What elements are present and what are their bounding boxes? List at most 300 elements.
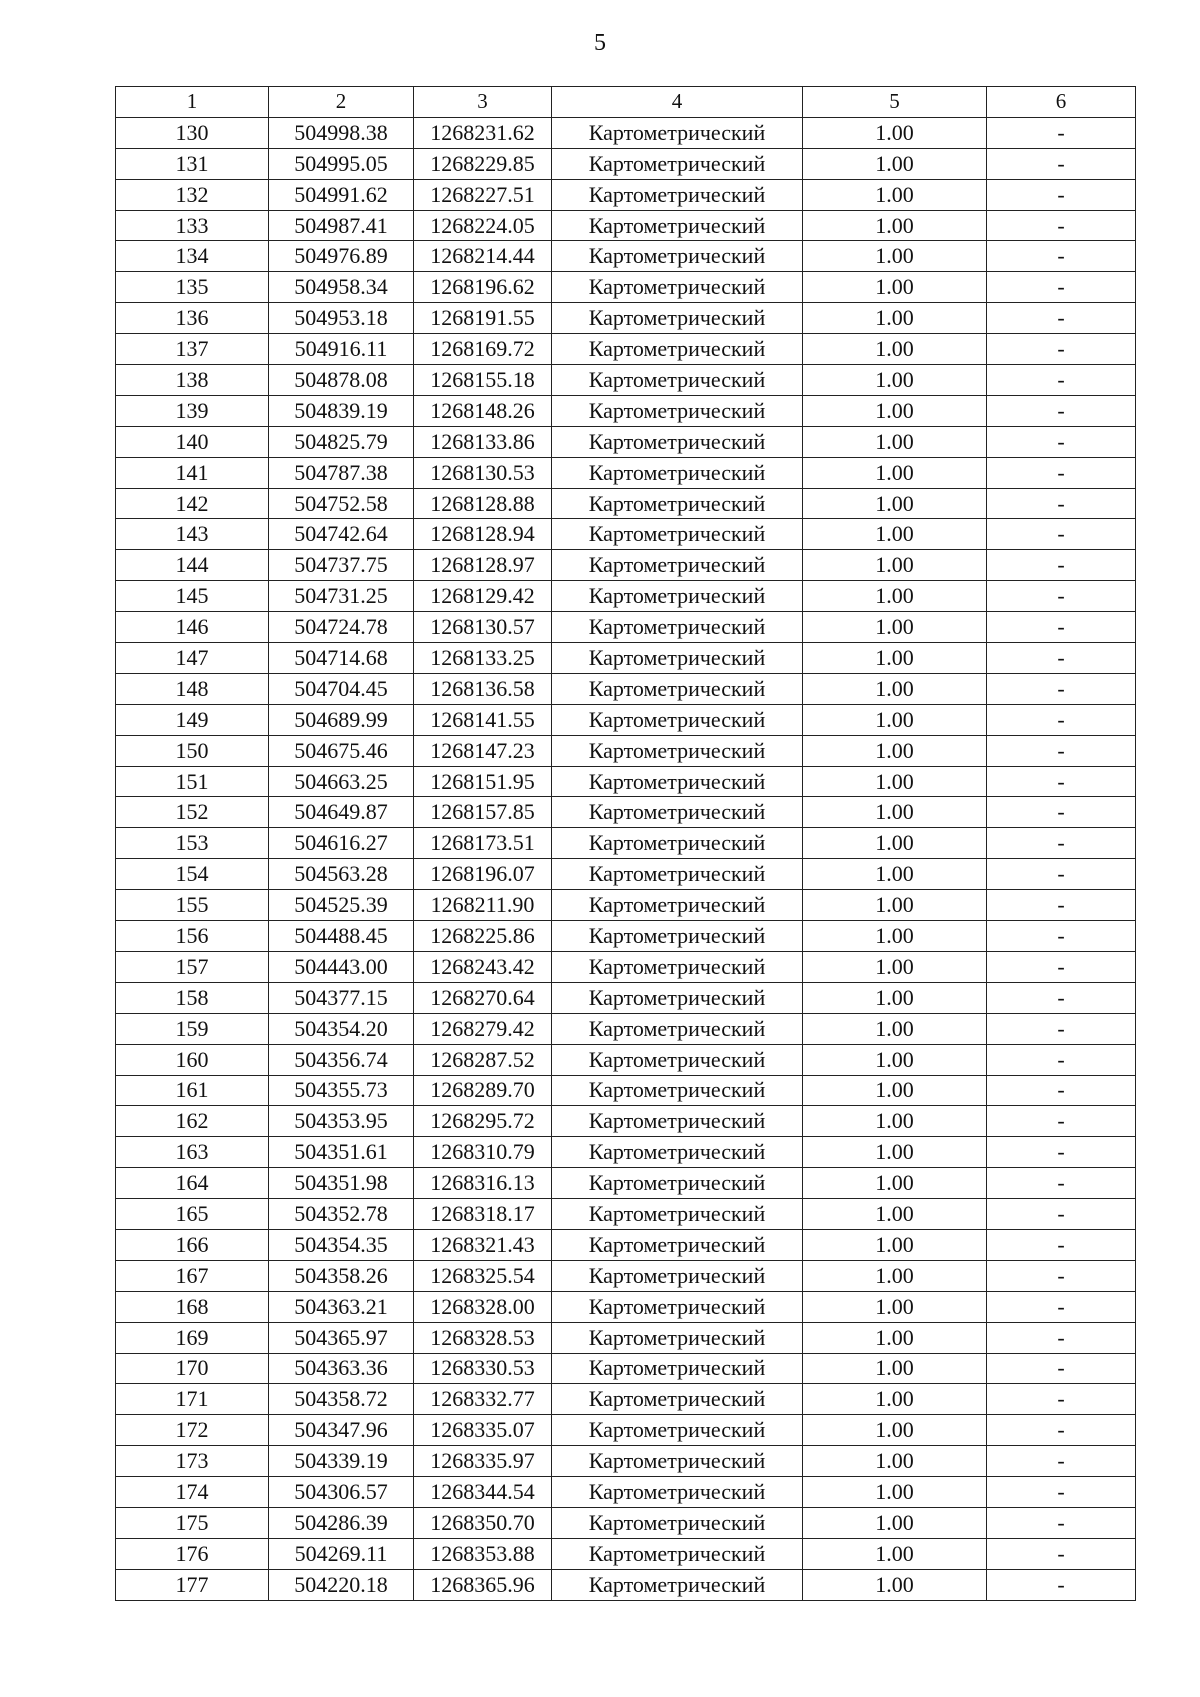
table-cell: - (987, 951, 1136, 982)
table-row (116, 828, 1136, 859)
table-cell: 1268335.07 (414, 1415, 552, 1446)
table-cell: 504675.46 (269, 735, 414, 766)
table-cell: Картометрический (552, 1322, 803, 1353)
table-row (116, 735, 1136, 766)
table-cell: - (987, 1199, 1136, 1230)
table-cell: - (987, 550, 1136, 581)
table-cell: 1.00 (803, 210, 987, 241)
table-cell: 504363.21 (269, 1291, 414, 1322)
table-cell: 165 (116, 1199, 269, 1230)
table-cell: 1.00 (803, 365, 987, 396)
table-cell: 132 (116, 179, 269, 210)
table-cell: 504358.72 (269, 1384, 414, 1415)
table-cell: 1.00 (803, 1137, 987, 1168)
table-row (116, 210, 1136, 241)
table-cell: - (987, 1507, 1136, 1538)
table-cell: 504998.38 (269, 117, 414, 148)
table-row (116, 179, 1136, 210)
table-cell: 1268318.17 (414, 1199, 552, 1230)
table-cell: 131 (116, 148, 269, 179)
table-row (116, 982, 1136, 1013)
table-cell: 1268328.53 (414, 1322, 552, 1353)
table-cell: Картометрический (552, 457, 803, 488)
table-cell: 1.00 (803, 1291, 987, 1322)
table-cell: - (987, 1322, 1136, 1353)
table-row (116, 303, 1136, 334)
table-cell: 1268214.44 (414, 241, 552, 272)
table-cell: 1268129.42 (414, 581, 552, 612)
table-cell: 1268136.58 (414, 673, 552, 704)
table-cell: Картометрический (552, 148, 803, 179)
table-cell: 176 (116, 1538, 269, 1569)
table-cell: 504365.97 (269, 1322, 414, 1353)
table-cell: 174 (116, 1477, 269, 1508)
table-cell: - (987, 1044, 1136, 1075)
table-cell: - (987, 395, 1136, 426)
table-cell: Картометрический (552, 1106, 803, 1137)
table-cell: 1268353.88 (414, 1538, 552, 1569)
table-row (116, 1137, 1136, 1168)
table-cell: 150 (116, 735, 269, 766)
table-row (116, 550, 1136, 581)
column-header: 1 (116, 87, 269, 118)
table-cell: - (987, 1013, 1136, 1044)
table-cell: 504752.58 (269, 488, 414, 519)
table-cell: - (987, 704, 1136, 735)
table-cell: Картометрический (552, 272, 803, 303)
table-cell: 1268128.94 (414, 519, 552, 550)
table-cell: 1.00 (803, 890, 987, 921)
table-cell: - (987, 643, 1136, 674)
table-cell: 1.00 (803, 148, 987, 179)
table-cell: 167 (116, 1260, 269, 1291)
table-cell: - (987, 303, 1136, 334)
table-cell: 1268229.85 (414, 148, 552, 179)
table-cell: 1268316.13 (414, 1168, 552, 1199)
table-row (116, 859, 1136, 890)
table-cell: 1.00 (803, 303, 987, 334)
table-cell: - (987, 581, 1136, 612)
table-cell: - (987, 921, 1136, 952)
table-cell: 148 (116, 673, 269, 704)
table-cell: Картометрический (552, 612, 803, 643)
table-cell: Картометрический (552, 1168, 803, 1199)
table-cell: 156 (116, 921, 269, 952)
table-cell: 504704.45 (269, 673, 414, 704)
table-cell: Картометрический (552, 519, 803, 550)
table-cell: 1.00 (803, 1446, 987, 1477)
table-cell: Картометрический (552, 1538, 803, 1569)
table-cell: 1.00 (803, 1322, 987, 1353)
table-cell: 1.00 (803, 673, 987, 704)
table-cell: 163 (116, 1137, 269, 1168)
table-cell: 1268225.86 (414, 921, 552, 952)
table-cell: 1.00 (803, 241, 987, 272)
table-cell: Картометрический (552, 1013, 803, 1044)
table-cell: 1268130.57 (414, 612, 552, 643)
table-cell: 1268224.05 (414, 210, 552, 241)
table-cell: 161 (116, 1075, 269, 1106)
table-cell: 504347.96 (269, 1415, 414, 1446)
table-cell: - (987, 1384, 1136, 1415)
table-cell: 1.00 (803, 488, 987, 519)
table-cell: 170 (116, 1353, 269, 1384)
table-cell: 1.00 (803, 1569, 987, 1600)
table-cell: 1268133.86 (414, 426, 552, 457)
table-cell: - (987, 117, 1136, 148)
table-cell: 1268173.51 (414, 828, 552, 859)
table-cell: - (987, 1538, 1136, 1569)
table-cell: - (987, 334, 1136, 365)
table-cell: 1.00 (803, 951, 987, 982)
table-cell: Картометрический (552, 828, 803, 859)
table-cell: 1.00 (803, 1044, 987, 1075)
table-cell: 504976.89 (269, 241, 414, 272)
table-cell: 1.00 (803, 1013, 987, 1044)
table-cell: 1268350.70 (414, 1507, 552, 1538)
table-cell: 1268227.51 (414, 179, 552, 210)
table-cell: 504377.15 (269, 982, 414, 1013)
table-row (116, 1199, 1136, 1230)
table-row (116, 1477, 1136, 1508)
table-cell: 134 (116, 241, 269, 272)
table-cell: 1.00 (803, 457, 987, 488)
table-cell: 1268344.54 (414, 1477, 552, 1508)
table-cell: 1.00 (803, 1229, 987, 1260)
table-cell: Картометрический (552, 1507, 803, 1538)
table-row (116, 643, 1136, 674)
table-cell: 1.00 (803, 828, 987, 859)
table-cell: 1.00 (803, 1260, 987, 1291)
table-cell: 1.00 (803, 921, 987, 952)
table-cell: 133 (116, 210, 269, 241)
table-cell: - (987, 735, 1136, 766)
table-body (116, 117, 1136, 1600)
table-cell: - (987, 179, 1136, 210)
table-cell: 1.00 (803, 735, 987, 766)
table-cell: 177 (116, 1569, 269, 1600)
table-cell: 504488.45 (269, 921, 414, 952)
table-cell: 504663.25 (269, 766, 414, 797)
table-cell: 1268289.70 (414, 1075, 552, 1106)
table-cell: 175 (116, 1507, 269, 1538)
table-cell: 504839.19 (269, 395, 414, 426)
table-cell: - (987, 272, 1136, 303)
table-cell: 1.00 (803, 426, 987, 457)
table-row (116, 1569, 1136, 1600)
table-cell: - (987, 1415, 1136, 1446)
table-cell: 1.00 (803, 395, 987, 426)
table-cell: 155 (116, 890, 269, 921)
table-cell: 504825.79 (269, 426, 414, 457)
table-cell: 1.00 (803, 643, 987, 674)
table-cell: 504991.62 (269, 179, 414, 210)
table-cell: 169 (116, 1322, 269, 1353)
table-cell: - (987, 210, 1136, 241)
table-cell: 504353.95 (269, 1106, 414, 1137)
table-row (116, 117, 1136, 148)
table-cell: 158 (116, 982, 269, 1013)
table-cell: 140 (116, 426, 269, 457)
table-row (116, 704, 1136, 735)
table-cell: 1.00 (803, 982, 987, 1013)
table-cell: 504953.18 (269, 303, 414, 334)
table-cell: - (987, 1229, 1136, 1260)
table-cell: 162 (116, 1106, 269, 1137)
table-cell: - (987, 1353, 1136, 1384)
table-cell: 504731.25 (269, 581, 414, 612)
table-cell: - (987, 797, 1136, 828)
table-row (116, 1415, 1136, 1446)
table-row (116, 797, 1136, 828)
table-cell: 1268295.72 (414, 1106, 552, 1137)
table-cell: 152 (116, 797, 269, 828)
table-row (116, 519, 1136, 550)
table-cell: - (987, 890, 1136, 921)
table-cell: Картометрический (552, 921, 803, 952)
table-cell: 1268287.52 (414, 1044, 552, 1075)
table-cell: Картометрический (552, 395, 803, 426)
table-cell: Картометрический (552, 766, 803, 797)
table-cell: 1.00 (803, 704, 987, 735)
table-cell: - (987, 519, 1136, 550)
column-header: 2 (269, 87, 414, 118)
table-cell: 504339.19 (269, 1446, 414, 1477)
table-cell: 159 (116, 1013, 269, 1044)
table-row (116, 951, 1136, 982)
table-cell: 149 (116, 704, 269, 735)
table-cell: - (987, 982, 1136, 1013)
table-row (116, 1384, 1136, 1415)
table-cell: 504354.20 (269, 1013, 414, 1044)
table-cell: 1268335.97 (414, 1446, 552, 1477)
table-cell: Картометрический (552, 488, 803, 519)
table-cell: Картометрический (552, 951, 803, 982)
table-cell: Картометрический (552, 581, 803, 612)
table-cell: 130 (116, 117, 269, 148)
table-cell: 1268147.23 (414, 735, 552, 766)
table-row (116, 426, 1136, 457)
table-cell: 504355.73 (269, 1075, 414, 1106)
table-cell: Картометрический (552, 1446, 803, 1477)
column-header: 3 (414, 87, 552, 118)
table-row (116, 1229, 1136, 1260)
table-cell: Картометрический (552, 1260, 803, 1291)
table-row (116, 1260, 1136, 1291)
column-header: 4 (552, 87, 803, 118)
table-cell: 168 (116, 1291, 269, 1322)
table-cell: 142 (116, 488, 269, 519)
table-cell: 504354.35 (269, 1229, 414, 1260)
table-cell: 145 (116, 581, 269, 612)
table-row (116, 581, 1136, 612)
table-cell: - (987, 1446, 1136, 1477)
table-cell: 1268321.43 (414, 1229, 552, 1260)
table-cell: 504714.68 (269, 643, 414, 674)
table-cell: 1268328.00 (414, 1291, 552, 1322)
table-cell: - (987, 1477, 1136, 1508)
table-cell: 1268133.25 (414, 643, 552, 674)
table-row (116, 365, 1136, 396)
table-cell: - (987, 148, 1136, 179)
table-cell: - (987, 1291, 1136, 1322)
table-cell: Картометрический (552, 1291, 803, 1322)
table-cell: - (987, 457, 1136, 488)
table-cell: Картометрический (552, 1137, 803, 1168)
table-cell: Картометрический (552, 1199, 803, 1230)
table-cell: 504958.34 (269, 272, 414, 303)
table-cell: 1268141.55 (414, 704, 552, 735)
table-cell: - (987, 365, 1136, 396)
table-row (116, 241, 1136, 272)
table-cell: Картометрический (552, 1229, 803, 1260)
table-cell: - (987, 1569, 1136, 1600)
table-row (116, 1322, 1136, 1353)
table-cell: Картометрический (552, 890, 803, 921)
table-cell: 1268196.07 (414, 859, 552, 890)
table-cell: 504269.11 (269, 1538, 414, 1569)
table-cell: 143 (116, 519, 269, 550)
table-cell: 139 (116, 395, 269, 426)
table-cell: 504724.78 (269, 612, 414, 643)
table-cell: Картометрический (552, 1384, 803, 1415)
table-cell: 504616.27 (269, 828, 414, 859)
table-cell: Картометрический (552, 1044, 803, 1075)
table-cell: 504742.64 (269, 519, 414, 550)
table-cell: - (987, 1137, 1136, 1168)
table-cell: 504987.41 (269, 210, 414, 241)
table-cell: 504220.18 (269, 1569, 414, 1600)
table-cell: 1268157.85 (414, 797, 552, 828)
table-cell: 1268270.64 (414, 982, 552, 1013)
table-row (116, 1013, 1136, 1044)
table-row (116, 1168, 1136, 1199)
table-cell: 153 (116, 828, 269, 859)
table-cell: - (987, 1168, 1136, 1199)
table-row (116, 890, 1136, 921)
table-cell: 1268231.62 (414, 117, 552, 148)
table-cell: 1268130.53 (414, 457, 552, 488)
table-cell: - (987, 488, 1136, 519)
table-cell: - (987, 859, 1136, 890)
table-cell: - (987, 241, 1136, 272)
table-cell: Картометрический (552, 859, 803, 890)
table-cell: Картометрический (552, 241, 803, 272)
table-cell: 136 (116, 303, 269, 334)
table-cell: 144 (116, 550, 269, 581)
table-cell: 504878.08 (269, 365, 414, 396)
table-cell: 146 (116, 612, 269, 643)
table-cell: 1.00 (803, 1075, 987, 1106)
table-cell: 172 (116, 1415, 269, 1446)
table-cell: Картометрический (552, 1477, 803, 1508)
table-cell: 147 (116, 643, 269, 674)
table-cell: 504363.36 (269, 1353, 414, 1384)
table-cell: 157 (116, 951, 269, 982)
page-number: 5 (594, 30, 606, 56)
table-cell: 1268330.53 (414, 1353, 552, 1384)
table-cell: 1268148.26 (414, 395, 552, 426)
table-cell: 154 (116, 859, 269, 890)
table-cell: Картометрический (552, 1353, 803, 1384)
table-cell: 151 (116, 766, 269, 797)
table-cell: 1268128.88 (414, 488, 552, 519)
table-cell: 1.00 (803, 1106, 987, 1137)
table-cell: 1.00 (803, 179, 987, 210)
table-row (116, 921, 1136, 952)
table-cell: Картометрический (552, 797, 803, 828)
table-cell: 504737.75 (269, 550, 414, 581)
table-row (116, 612, 1136, 643)
table-cell: 141 (116, 457, 269, 488)
table-cell: 160 (116, 1044, 269, 1075)
table-cell: 1.00 (803, 1538, 987, 1569)
table-cell: 1268169.72 (414, 334, 552, 365)
table-cell: 504356.74 (269, 1044, 414, 1075)
table-cell: 1.00 (803, 117, 987, 148)
table-cell: 1268196.62 (414, 272, 552, 303)
table-cell: 504689.99 (269, 704, 414, 735)
table-cell: 504351.98 (269, 1168, 414, 1199)
table-cell: 1.00 (803, 550, 987, 581)
table-cell: Картометрический (552, 117, 803, 148)
table-row (116, 272, 1136, 303)
table-cell: Картометрический (552, 550, 803, 581)
table-cell: Картометрический (552, 982, 803, 1013)
table-cell: - (987, 426, 1136, 457)
table-cell: 166 (116, 1229, 269, 1260)
table-cell: 1.00 (803, 1384, 987, 1415)
table-cell: Картометрический (552, 334, 803, 365)
table-cell: - (987, 1106, 1136, 1137)
table-cell: Картометрический (552, 210, 803, 241)
table-cell: 1268191.55 (414, 303, 552, 334)
table-cell: 1.00 (803, 612, 987, 643)
table-row (116, 1291, 1136, 1322)
table-cell: - (987, 766, 1136, 797)
table-cell: 504306.57 (269, 1477, 414, 1508)
table-row (116, 1507, 1136, 1538)
table-row (116, 395, 1136, 426)
table-cell: Картометрический (552, 1415, 803, 1446)
table-row (116, 1538, 1136, 1569)
table-cell: 1.00 (803, 1199, 987, 1230)
table-cell: 504525.39 (269, 890, 414, 921)
table-cell: 164 (116, 1168, 269, 1199)
table-cell: Картометрический (552, 303, 803, 334)
table-cell: 504286.39 (269, 1507, 414, 1538)
table-cell: Картометрический (552, 365, 803, 396)
table-cell: Картометрический (552, 1075, 803, 1106)
table-cell: - (987, 673, 1136, 704)
table-cell: 1.00 (803, 272, 987, 303)
table-cell: - (987, 828, 1136, 859)
table-cell: 1268365.96 (414, 1569, 552, 1600)
table-row (116, 457, 1136, 488)
table-cell: 1.00 (803, 859, 987, 890)
table-cell: Картометрический (552, 179, 803, 210)
table-cell: 1.00 (803, 519, 987, 550)
table-cell: 504563.28 (269, 859, 414, 890)
table-cell: 1.00 (803, 797, 987, 828)
table-cell: 1268151.95 (414, 766, 552, 797)
table-cell: 1268325.54 (414, 1260, 552, 1291)
table-cell: 1268310.79 (414, 1137, 552, 1168)
table-cell: 1268332.77 (414, 1384, 552, 1415)
table-row (116, 1446, 1136, 1477)
table-cell: - (987, 612, 1136, 643)
table-row (116, 1106, 1136, 1137)
